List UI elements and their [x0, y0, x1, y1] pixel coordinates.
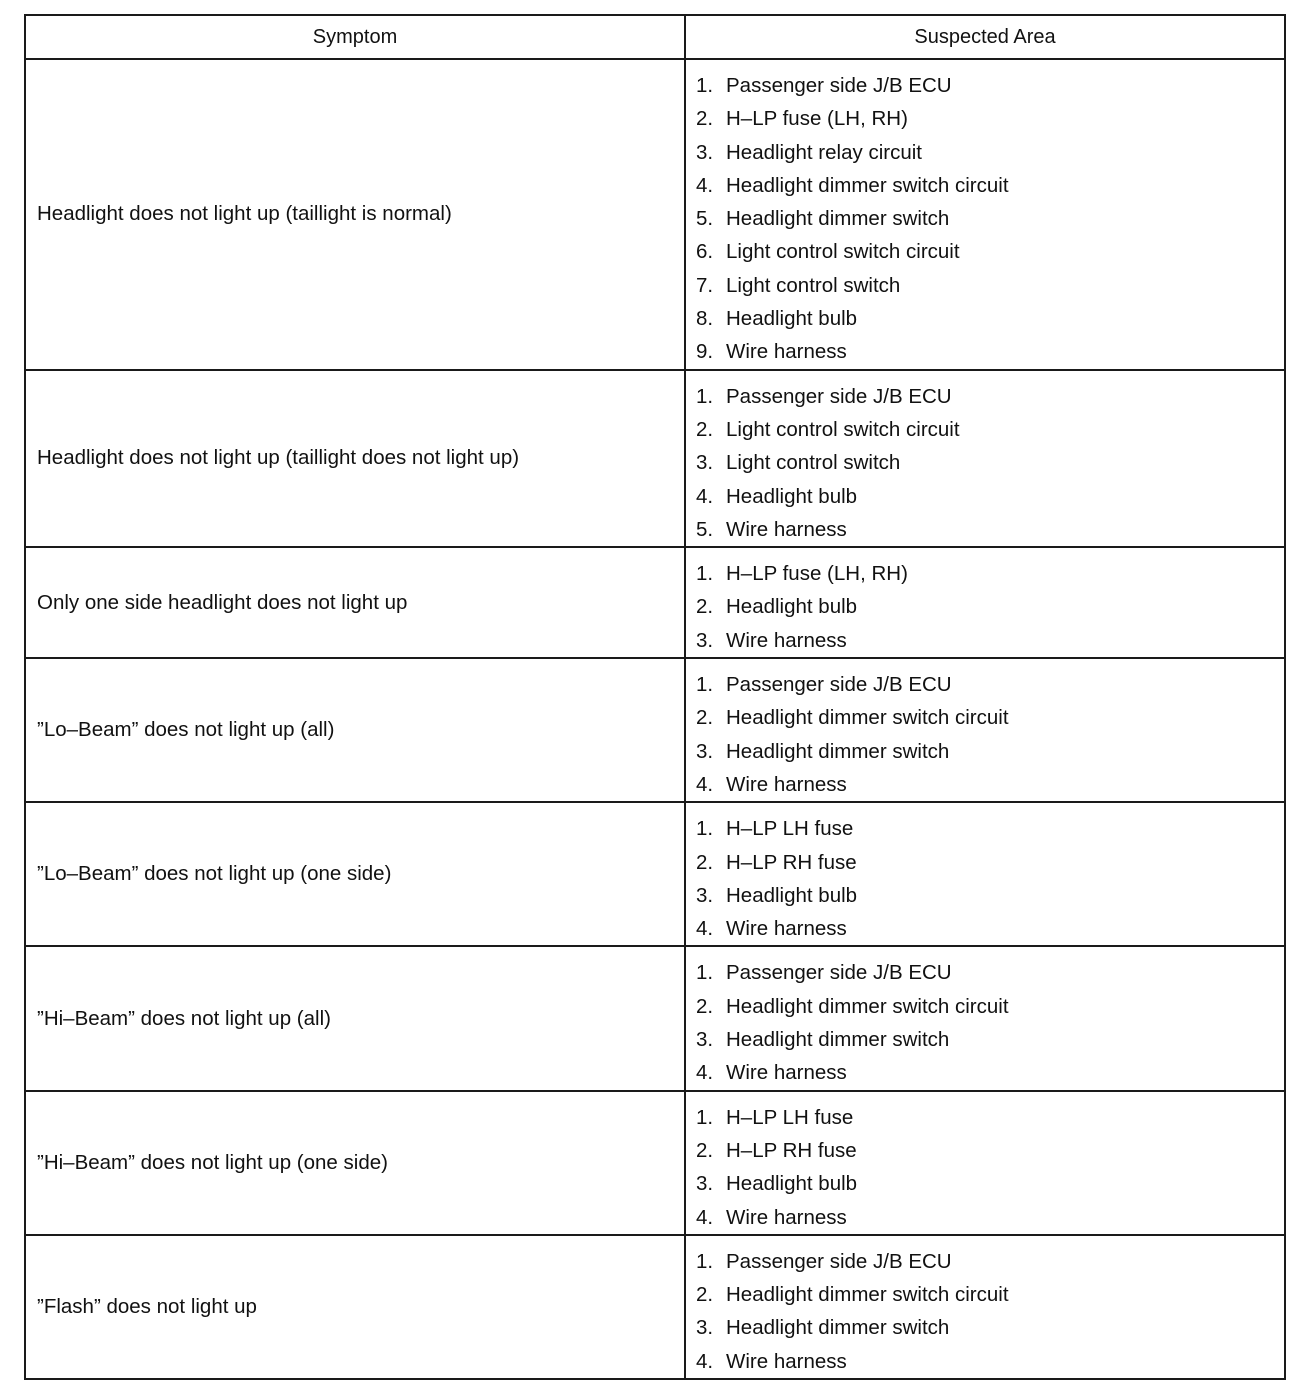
table-row	[25, 946, 1285, 1090]
suspected-area-item	[696, 912, 1284, 945]
suspected-area-column-header: Suspected Area	[685, 15, 1285, 59]
table-row	[25, 802, 1285, 946]
item-number: 4.	[696, 1349, 714, 1373]
item-text: Headlight relay circuit	[726, 140, 922, 164]
item-number: 4.	[696, 917, 714, 941]
suspected-area-item	[696, 1311, 1284, 1344]
item-text: H–LP LH fuse	[726, 817, 854, 841]
suspected-area-cell	[685, 1091, 1285, 1235]
suspected-area-item	[696, 668, 1284, 701]
item-number: 2.	[696, 595, 714, 619]
item-text: H–LP LH fuse	[726, 1105, 854, 1129]
item-number: 5.	[696, 517, 714, 541]
suspected-area-item	[696, 102, 1284, 135]
item-number: 4.	[696, 1061, 714, 1085]
item-number: 3.	[696, 140, 714, 164]
symptom-cell: ”Lo–Beam” does not light up (one side)	[25, 802, 685, 946]
item-text: Wire harness	[726, 1349, 847, 1373]
item-number: 3.	[696, 1172, 714, 1196]
suspected-area-cell	[685, 802, 1285, 946]
symptom-cell: ”Hi–Beam” does not light up (all)	[25, 946, 685, 1090]
suspected-area-item	[696, 446, 1284, 479]
suspected-area-item	[696, 624, 1284, 657]
item-text: Headlight dimmer switch circuit	[726, 706, 1009, 730]
suspected-area-list	[696, 956, 1284, 1089]
item-number: 4.	[696, 484, 714, 508]
item-number: 3.	[696, 883, 714, 907]
suspected-area-item	[696, 480, 1284, 513]
suspected-area-item	[696, 701, 1284, 734]
symptom-cell: Headlight does not light up (taillight is normal)	[25, 59, 685, 370]
suspected-area-list	[696, 69, 1284, 369]
item-number: 2.	[696, 1138, 714, 1162]
item-number: 4.	[696, 772, 714, 796]
item-text: H–LP RH fuse	[726, 1138, 857, 1162]
item-text: Passenger side J/B ECU	[726, 74, 952, 97]
suspected-area-list	[696, 557, 1284, 657]
suspected-area-list	[696, 1245, 1284, 1378]
item-number: 8.	[696, 307, 714, 331]
table-row	[25, 658, 1285, 802]
suspected-area-item	[696, 202, 1284, 235]
item-text: Light control switch circuit	[726, 240, 960, 264]
suspected-area-cell	[685, 1235, 1285, 1379]
table-row	[25, 59, 1285, 370]
item-number: 3.	[696, 451, 714, 475]
item-text: H–LP fuse (LH, RH)	[726, 562, 908, 586]
suspected-area-item	[696, 1167, 1284, 1200]
symptom-cell: ”Hi–Beam” does not light up (one side)	[25, 1091, 685, 1235]
suspected-area-cell	[685, 547, 1285, 658]
item-text: Wire harness	[726, 340, 847, 364]
header-row	[25, 15, 1285, 59]
table-body	[25, 59, 1285, 1379]
suspected-area-cell	[685, 59, 1285, 370]
suspected-area-list	[696, 812, 1284, 945]
suspected-area-item	[696, 1134, 1284, 1167]
suspected-area-item	[696, 302, 1284, 335]
item-number: 2.	[696, 417, 714, 441]
suspected-area-item	[696, 235, 1284, 268]
item-text: Passenger side J/B ECU	[726, 673, 952, 697]
item-text: Wire harness	[726, 1205, 847, 1229]
suspected-area-item	[696, 1278, 1284, 1311]
suspected-area-item	[696, 1056, 1284, 1089]
suspected-area-cell	[685, 658, 1285, 802]
item-number: 3.	[696, 1028, 714, 1052]
suspected-area-item	[696, 1201, 1284, 1234]
item-number: 6.	[696, 240, 714, 264]
item-number: 1.	[696, 961, 714, 985]
suspected-area-item	[696, 269, 1284, 302]
item-number: 1.	[696, 1249, 714, 1273]
suspected-area-cell	[685, 370, 1285, 547]
item-number: 1.	[696, 562, 714, 586]
table-row	[25, 1235, 1285, 1379]
item-text: Headlight dimmer switch	[726, 207, 950, 231]
table-header	[25, 15, 1285, 59]
item-text: Wire harness	[726, 1061, 847, 1085]
item-text: Headlight dimmer switch circuit	[726, 1283, 1009, 1307]
suspected-area-item	[696, 1101, 1284, 1134]
item-number: 7.	[696, 273, 714, 297]
item-number: 2.	[696, 1283, 714, 1307]
item-text: Wire harness	[726, 517, 847, 541]
suspected-area-list	[696, 380, 1284, 546]
item-text: Headlight dimmer switch	[726, 1028, 950, 1052]
item-text: Passenger side J/B ECU	[726, 1249, 952, 1273]
table-row	[25, 547, 1285, 658]
suspected-area-item	[696, 590, 1284, 623]
item-number: 1.	[696, 384, 714, 408]
suspected-area-item	[696, 1023, 1284, 1056]
suspected-area-item	[696, 846, 1284, 879]
item-text: Headlight bulb	[726, 1172, 858, 1196]
suspected-area-item	[696, 169, 1284, 202]
item-text: Wire harness	[726, 628, 847, 652]
item-number: 9.	[696, 340, 714, 364]
item-text: H–LP fuse (LH, RH)	[726, 107, 908, 131]
suspected-area-item	[696, 557, 1284, 590]
item-text: Wire harness	[726, 772, 847, 796]
item-number: 1.	[696, 74, 714, 97]
item-text: Headlight dimmer switch	[726, 1316, 950, 1340]
item-number: 2.	[696, 706, 714, 730]
symptom-column-header: Symptom	[25, 15, 685, 59]
item-number: 2.	[696, 850, 714, 874]
table-row	[25, 370, 1285, 547]
suspected-area-item	[696, 879, 1284, 912]
item-text: Headlight dimmer switch circuit	[726, 173, 1009, 197]
item-number: 3.	[696, 628, 714, 652]
item-number: 5.	[696, 207, 714, 231]
item-number: 3.	[696, 1316, 714, 1340]
suspected-area-item	[696, 380, 1284, 413]
item-text: Passenger side J/B ECU	[726, 384, 952, 408]
item-number: 3.	[696, 739, 714, 763]
suspected-area-item	[696, 1345, 1284, 1378]
symptom-cell: Headlight does not light up (taillight does not light up)	[25, 370, 685, 547]
suspected-area-item	[696, 768, 1284, 801]
suspected-area-list	[696, 668, 1284, 801]
item-text: Headlight bulb	[726, 484, 858, 508]
suspected-area-item	[696, 69, 1284, 102]
item-number: 4.	[696, 173, 714, 197]
item-text: Light control switch circuit	[726, 417, 960, 441]
suspected-area-item	[696, 335, 1284, 368]
suspected-area-item	[696, 735, 1284, 768]
item-text: Headlight bulb	[726, 883, 858, 907]
suspected-area-item	[696, 956, 1284, 989]
item-text: Headlight dimmer switch	[726, 739, 950, 763]
symptom-table	[24, 14, 1286, 1380]
table-row	[25, 1091, 1285, 1235]
suspected-area-item	[696, 1245, 1284, 1278]
suspected-area-item	[696, 990, 1284, 1023]
symptom-cell: ”Lo–Beam” does not light up (all)	[25, 658, 685, 802]
suspected-area-cell	[685, 946, 1285, 1090]
item-text: Light control switch	[726, 451, 901, 475]
item-text: Headlight bulb	[726, 595, 858, 619]
suspected-area-item	[696, 136, 1284, 169]
item-text: Headlight dimmer switch circuit	[726, 994, 1009, 1018]
item-text: Wire harness	[726, 917, 847, 941]
symptom-cell: Only one side headlight does not light up	[25, 547, 685, 658]
item-text: Headlight bulb	[726, 307, 858, 331]
item-text: Passenger side J/B ECU	[726, 961, 952, 985]
item-text: H–LP RH fuse	[726, 850, 857, 874]
item-number: 1.	[696, 1105, 714, 1129]
item-number: 2.	[696, 107, 714, 131]
item-text: Light control switch	[726, 273, 901, 297]
item-number: 4.	[696, 1205, 714, 1229]
suspected-area-item	[696, 812, 1284, 845]
suspected-area-item	[696, 413, 1284, 446]
suspected-area-item	[696, 513, 1284, 546]
item-number: 1.	[696, 673, 714, 697]
item-number: 2.	[696, 994, 714, 1018]
symptom-cell: ”Flash” does not light up	[25, 1235, 685, 1379]
suspected-area-list	[696, 1101, 1284, 1234]
item-number: 1.	[696, 817, 714, 841]
